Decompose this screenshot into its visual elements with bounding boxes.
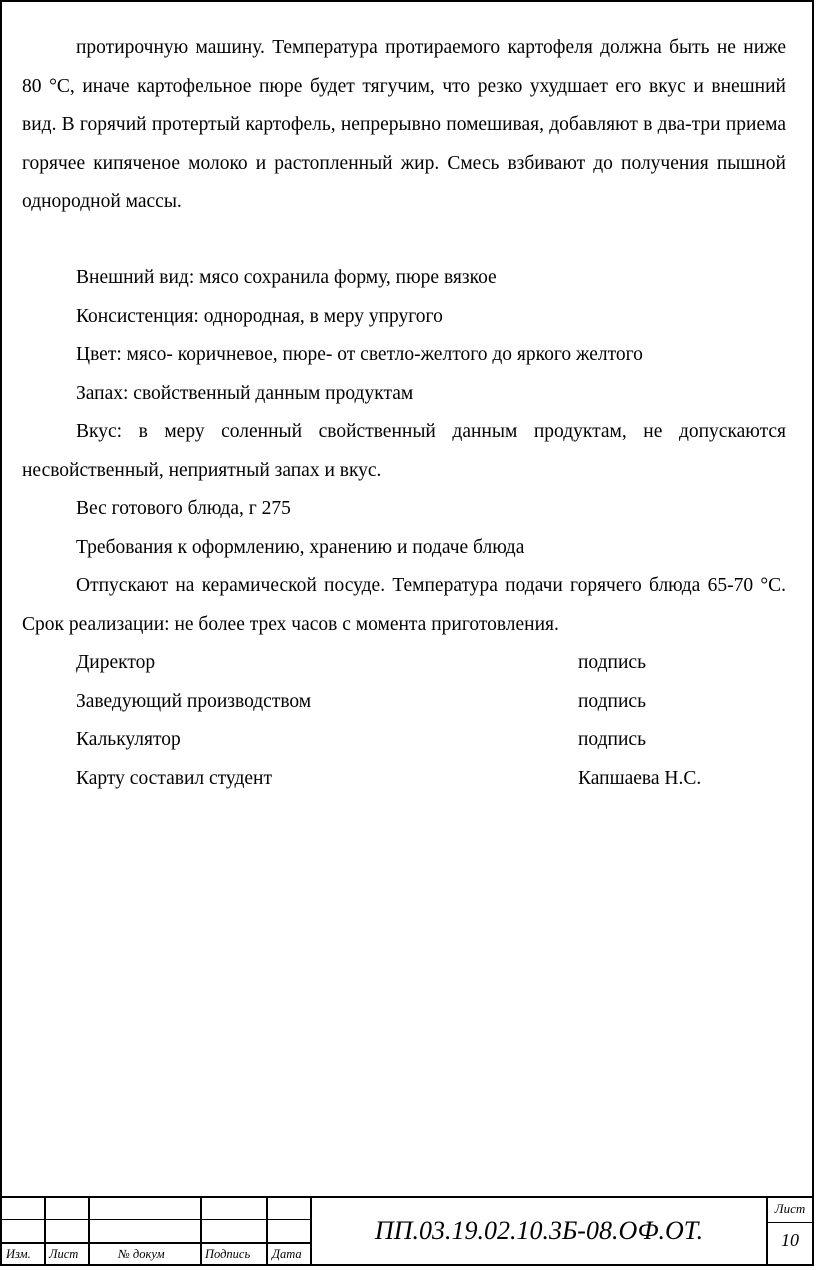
signature-row-head (22, 683, 786, 722)
properties-block (22, 259, 786, 798)
col-sign: Подпись (205, 1247, 251, 1261)
signature-role: Заведующий производством (76, 690, 312, 712)
appearance-line: Внешний вид: мясо сохранила форму, пюре вязкое (76, 267, 497, 288)
col-date: Дата (272, 1247, 302, 1261)
signature-role: Директор (76, 652, 156, 673)
signature-value: подпись (578, 729, 646, 750)
signature-value: подпись (578, 690, 646, 712)
signature-value: Капшаева Н.С. (578, 767, 702, 789)
signature-role: Калькулятор (76, 729, 181, 750)
smell-line: Запах: свойственный данным продуктам (76, 382, 414, 404)
weight-line: Вес готового блюда, г 275 (76, 498, 291, 519)
serving-paragraph: Отпускают на керамической посуде. Температура подачи горячего блюда 65-70 °С. Срок реализации: не более трех часов с момента приготовления. (22, 575, 786, 635)
intro-block (22, 29, 786, 222)
col-doc: № докум (118, 1247, 165, 1261)
intro-paragraph: протирочную машину. Температура протираемого картофеля должна быть не ниже 80 °С, иначе картофельное пюре будет тягучим, что резко ухудшает его вкус и внешний вид. В горячий протертый картофель, непрерывно помешивая, добавляют в два-три приема горячее кипяченое молоко и растопленный жир. Смесь взбивают до получения пышной однородной массы. (22, 37, 786, 212)
color-line: Цвет: мясо- коричневое, пюре- от светло-желтого до яркого желтого (76, 344, 643, 365)
sheet-label: Лист (774, 1201, 806, 1216)
sheet-number: 10 (781, 1230, 799, 1250)
signature-row-student (22, 760, 786, 799)
taste-paragraph: Вкус: в меру соленный свойственный данным продуктам, не допускаются несвойственный, неприятный запах и вкус. (22, 421, 786, 481)
requirements-heading: Требования к оформлению, хранению и подаче блюда (76, 536, 525, 558)
signature-row-director (22, 644, 786, 683)
signature-row-calculator (22, 721, 786, 760)
document-code: ПП.03.19.02.10.3Б-08.ОФ.ОТ. (374, 1216, 704, 1245)
col-list: Лист (49, 1247, 79, 1261)
signature-value: подпись (578, 652, 646, 673)
col-izm: Изм. (6, 1247, 31, 1261)
consistency-line: Консистенция: однородная, в меру упругого (76, 305, 443, 327)
signature-role: Карту составил студент (76, 767, 272, 789)
